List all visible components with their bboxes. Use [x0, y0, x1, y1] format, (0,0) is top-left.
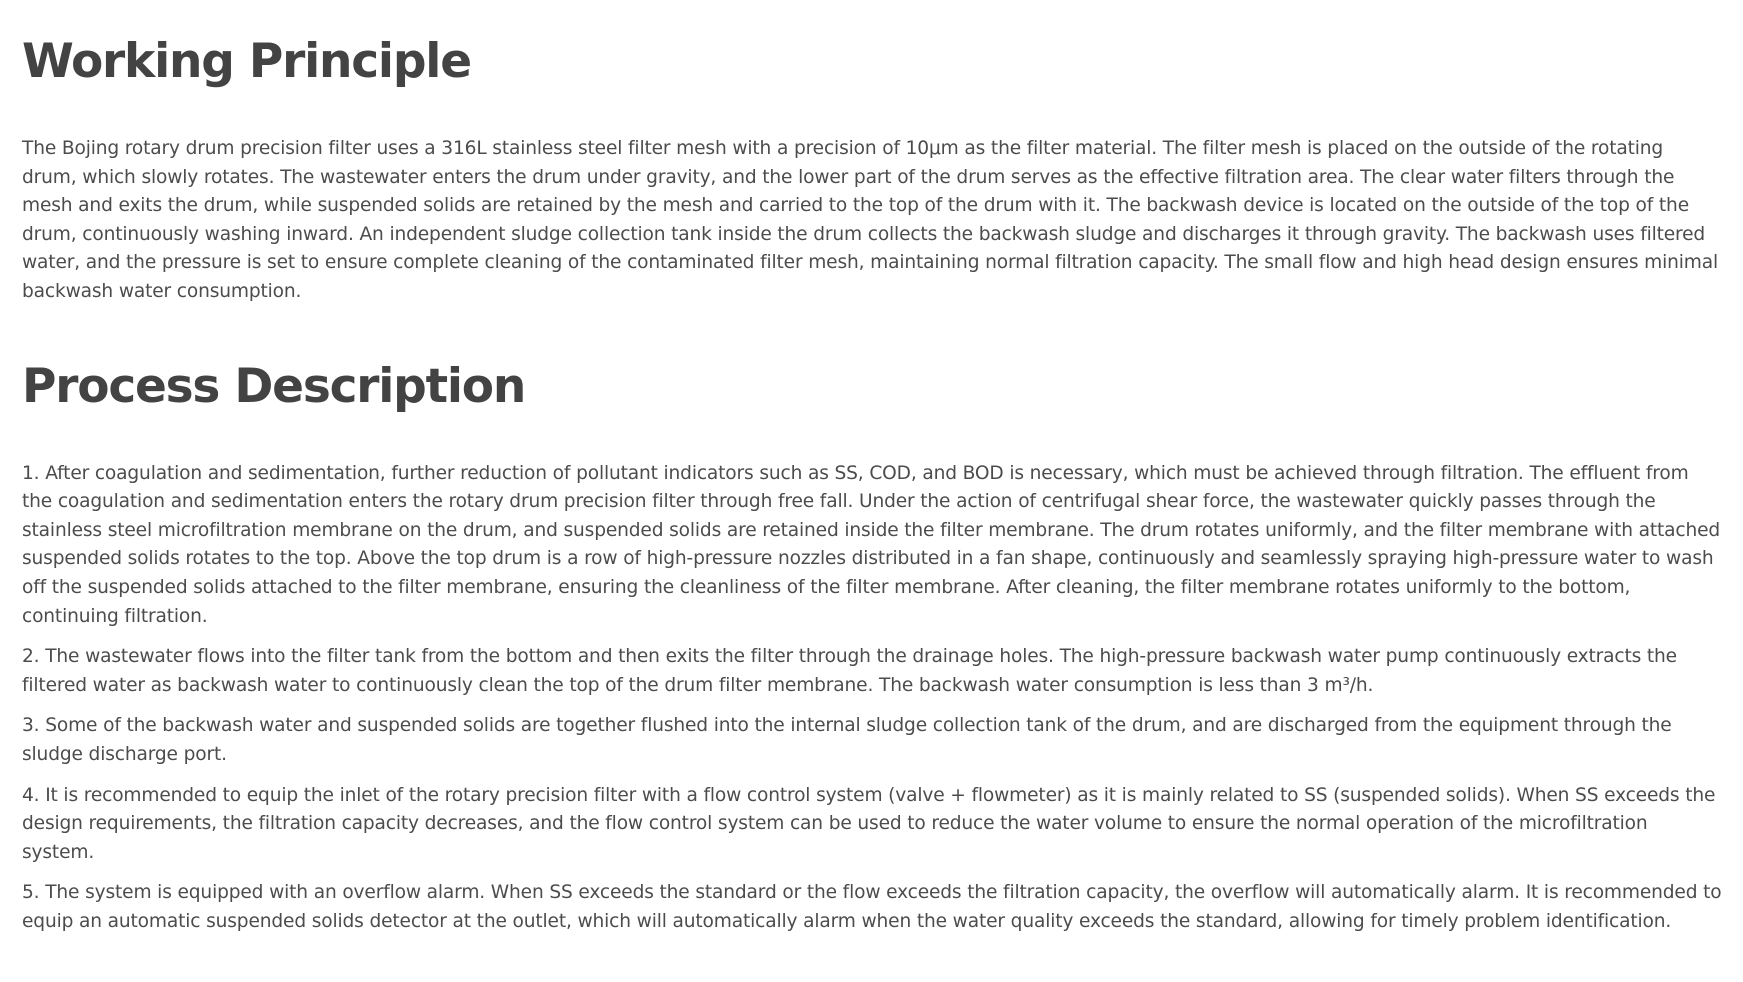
process-step-1: 1. After coagulation and sedimentation, further reduction of pollutant indicators such as SS, COD, and BOD is necessary, which must be achieved through filtration. The effluent from the coagulation and sedimentation enters the rotary drum precision filter through free fall. Under the action of centrifugal shear force, the wastewater quickly passes through the stainless steel microfiltration membrane on the drum, and suspended solids are retained inside the filter membrane. The drum rotates uniformly, and the filter membrane with attached suspended solids rotates to the top. Above the top drum is a row of high-pressure nozzles distributed in a fan shape, continuously and seamlessly spraying high-pressure water to wash off the suspended solids attached to the filter membrane, ensuring the cleanliness of the filter membrane. After cleaning, the filter membrane rotates uniformly to the bottom, continuing filtration. [22, 462, 1721, 627]
process-step-2: 2. The wastewater flows into the filter tank from the bottom and then exits the filter through the drainage holes. The high-pressure backwash water pump continuously extracts the filtered water as backwash water to continuously clean the top of the drum filter membrane. The backwash water consumption is less than 3 m³/h. [22, 646, 1677, 696]
process-step-4: 4. It is recommended to equip the inlet of the rotary precision filter with a flow control system (valve + flowmeter) as it is mainly related to SS (suspended solids). When SS exceeds the design requirements, the filtration capacity decreases, and the flow control system can be used to reduce the water volume to ensure the normal operation of the microfiltration system. [22, 784, 1716, 863]
process-step-5: 5. The system is equipped with an overflow alarm. When SS exceeds the standard or the flow exceeds the filtration capacity, the overflow will automatically alarm. It is recommended to equip an automatic suspended solids detector at the outlet, which will automatically alarm when the water quality exceeds the standard, allowing for timely problem identification. [22, 882, 1722, 932]
process-step-3: 3. Some of the backwash water and suspended solids are together flushed into the internal sludge collection tank of the drum, and are discharged from the equipment through the sludge discharge port. [22, 715, 1672, 765]
working-principle-heading: Working Principle [22, 34, 471, 89]
process-description-section [22, 307, 1743, 937]
working-principle-paragraph: The Bojing rotary drum precision filter uses a 316L stainless steel filter mesh with a precision of 10μm as the filter material. The filter mesh is placed on the outside of the rotating drum, which slowly rotates. The wastewater enters the drum under gravity, and the lower part of the drum serves as the effective filtration area. The clear water filters through the mesh and exits the drum, while suspended solids are retained by the mesh and carried to the top of the drum with it. The backwash device is located on the outside of the top of the drum, continuously washing inward. An independent sludge collection tank inside the drum collects the backwash sludge and discharges it through gravity. The backwash uses filtered water, and the pressure is set to ensure complete cleaning of the contaminated filter mesh, maintaining normal filtration capacity. The small flow and high head design ensures minimal backwash water consumption. [22, 138, 1718, 302]
process-steps-list [22, 460, 1743, 937]
process-description-heading: Process Description [22, 358, 526, 414]
working-principle-section [22, 0, 1743, 307]
